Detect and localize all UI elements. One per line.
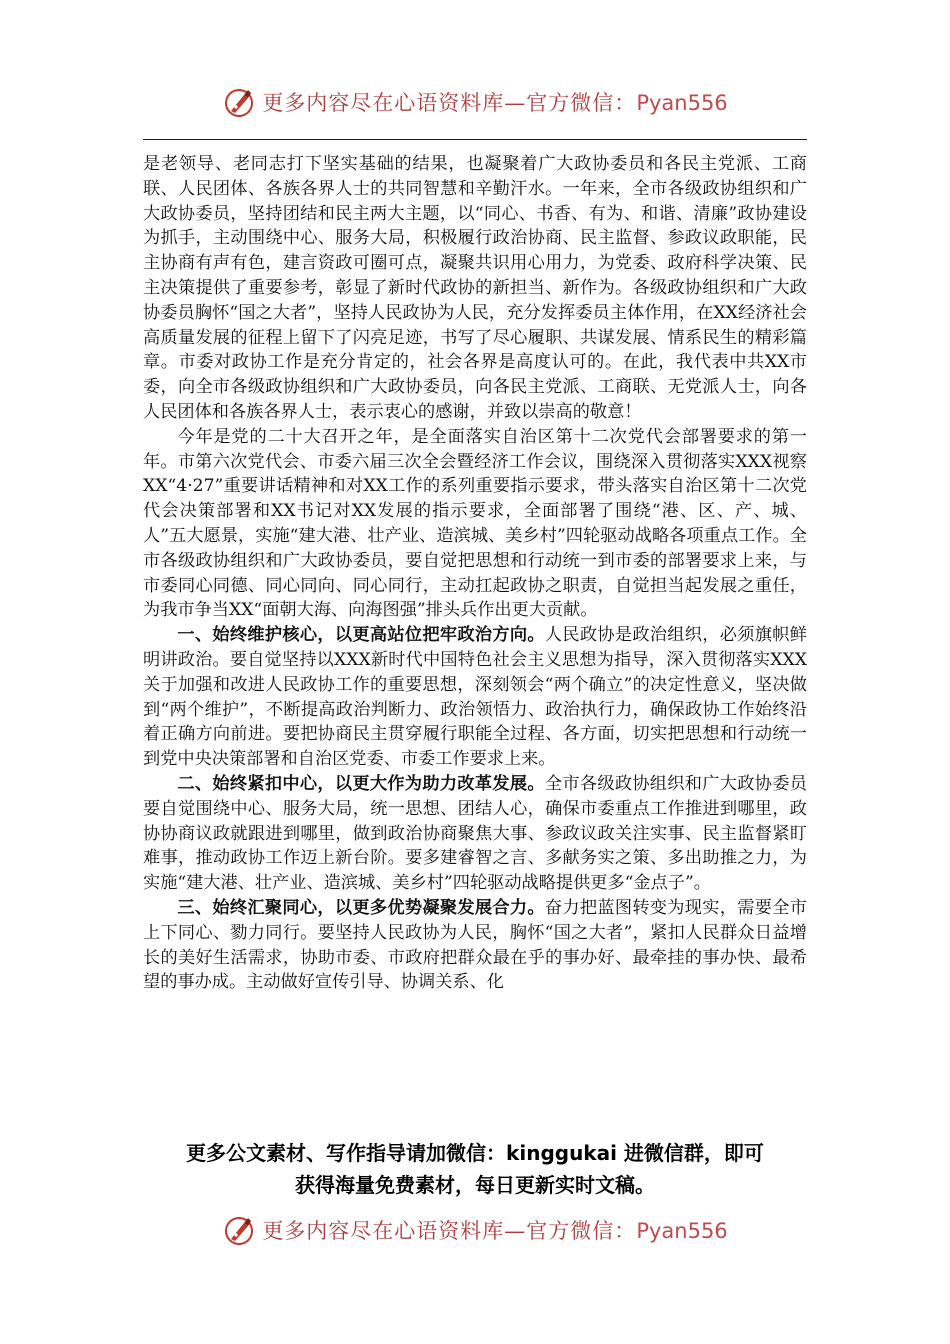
header-banner	[0, 82, 950, 122]
promo-line-1: 更多公文素材、写作指导请加微信：kinggukai 进微信群，即可	[186, 1141, 764, 1165]
paragraph-year-overview: 今年是党的二十大召开之年，是全面落实自治区第十二次党代会部署要求的第一年。市第六次党代会、市委六届三次全会暨经济工作会议，围绕深入贯彻落实XXX视察XX“4·27”重要讲话精神和对XX工作的系列重要指示要求，带头落实自治区第十二次党代会决策部署和XX书记对XX发展的指示要求，全面部署了围绕“港、区、产、城、人”五大愿景，实施“建大港、壮产业、造滨城、美乡村”四轮驱动战略各项重点工作。全市各级政协组织和广大政协委员，要自觉把思想和行动统一到市委的部署要求上来，与市委同心同德、同心同向、同心同行，主动扛起政协之职责，自觉担当起发展之重任，为我市争当XX“面朝大海、向海图强”排头兵作出更大贡献。	[143, 426, 807, 621]
heading-point-three: 三、始终汇聚同心，以更多优势凝聚发展合力。	[177, 897, 545, 918]
header-divider	[143, 139, 807, 140]
footer-wechat-handle: Pyan556	[636, 1219, 728, 1243]
heading-point-one: 一、始终维护核心，以更高站位把牢政治方向。	[177, 625, 545, 646]
footer-banner-text: 更多内容尽在心语资料库—官方微信：Pyan556	[262, 1219, 728, 1243]
promo-notice	[100, 1137, 850, 1201]
paragraph-point-one: 一、始终维护核心，以更高站位把牢政治方向。人民政协是政治组织，必须旗帜鲜明讲政治。要自觉坚持以XXX新时代中国特色社会主义思想为指导，深入贯彻落实XXX关于加强和改进人民政协工作的重要思想，深刻领会“两个确立”的决定性意义，坚决做到“两个维护”，不断提高政治判断力、政治领悟力、政治执行力，确保政协工作始终沿着正确方向前进。要把协商民主贯穿履行职能全过程、各方面，切实把思想和行动统一到党中央决策部署和自治区党委、市委工作要求上来。	[143, 625, 807, 770]
document-body	[143, 152, 807, 995]
promo-line-2: 获得海量免费素材，每日更新实时文稿。	[295, 1173, 655, 1197]
paragraph-point-two: 二、始终紧扣中心，以更大作为助力改革发展。全市各级政协组织和广大政协委员要自觉围绕中心、服务大局，统一思想、团结人心，确保市委重点工作推进到哪里，政协协商议政就跟进到哪里，做到政治协商聚焦大事、参政议政关注实事、民主监督紧盯难事，推动政协工作迈上新台阶。要多建睿智之言、多献务实之策、多出助推之力，为实施“建大港、壮产业、造滨城、美乡村”四轮驱动战略提供更多“金点子”。	[143, 773, 807, 894]
paragraph-continuation: 是老领导、老同志打下坚实基础的结果，也凝聚着广大政协委员和各民主党派、工商联、人民团体、各族各界人士的共同智慧和辛勤汗水。一年来，全市各级政协组织和广大政协委员，坚持团结和民主两大主题，以“同心、书香、有为、和谐、清廉”政协建设为抓手，主动围绕中心、服务大局，积极履行政治协商、民主监督、参政议政职能，民主协商有声有色，建言资政可圈可点，凝聚共识用心用力，为党委、政府科学决策、民主决策提供了重要参考，彰显了新时代政协的新担当、新作为。各级政协组织和广大政协委员胸怀“国之大者”，坚持人民政协为人民，充分发挥委员主体作用，在XX经济社会高质量发展的征程上留下了闪亮足迹，书写了尽心履职、共谋发展、情系民生的精彩篇章。市委对政协工作是充分肯定的，社会各界是高度认可的。在此，我代表中共XX市委，向全市各级政协组织和广大政协委员，向各民主党派、工商联、无党派人士，向各人民团体和各族各界人士，表示衷心的感谢，并致以崇高的敬意！	[143, 154, 807, 422]
paragraph-point-three: 三、始终汇聚同心，以更多优势凝聚发展合力。奋力把蓝图转变为现实，需要全市上下同心、勠力同行。要坚持人民政协为人民，胸怀“国之大者”，紧扣人民群众日益增长的美好生活需求，协助市委、市政府把群众最在乎的事办好、最牵挂的事办快、最希望的事办成。主动做好宣传引导、协调关系、化	[143, 897, 807, 993]
header-wechat-handle: Pyan556	[636, 91, 728, 115]
pen-nib-logo-icon	[222, 1213, 256, 1247]
pen-nib-logo-icon	[222, 85, 256, 119]
header-banner-text: 更多内容尽在心语资料库—官方微信：Pyan556	[262, 91, 728, 115]
heading-point-two: 二、始终紧扣中心，以更大作为助力改革发展。	[177, 773, 545, 794]
footer-banner	[0, 1210, 950, 1250]
